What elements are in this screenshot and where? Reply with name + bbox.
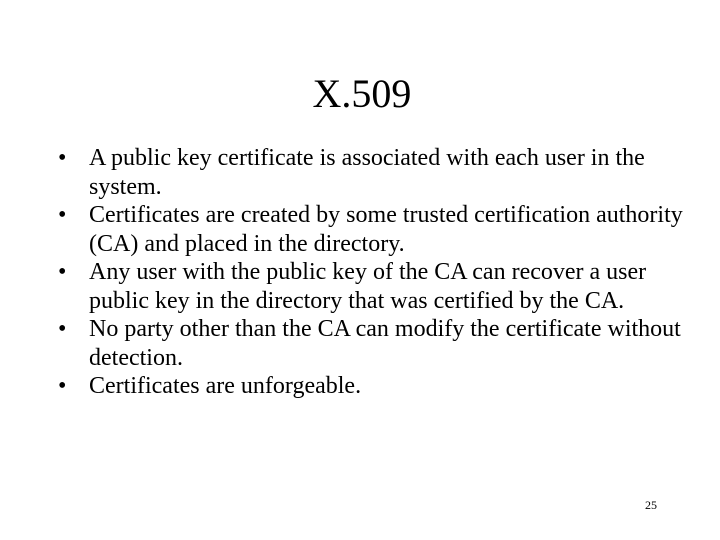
bullet-text: Any user with the public key of the CA can recover a user public key in the directory that was certified by the CA. [89, 259, 647, 314]
bullet-item [58, 144, 698, 201]
bullet-text: Certificates are created by some trusted certification authority (CA) and placed in the directory. [89, 202, 683, 257]
bullet-item [58, 201, 698, 258]
bullet-text: A public key certificate is associated with each user in the system. [89, 145, 645, 200]
slide-title: X.509 [312, 71, 412, 116]
bullet-item [58, 372, 698, 401]
bullet-icon: • [58, 373, 67, 399]
bullet-icon: • [58, 202, 67, 228]
bullet-item [58, 315, 698, 372]
bullet-icon: • [58, 145, 67, 171]
bullet-text: Certificates are unforgeable. [89, 373, 362, 399]
bullet-text: No party other than the CA can modify the certificate without detection. [89, 316, 681, 371]
bullet-list [58, 144, 698, 401]
bullet-item [58, 258, 698, 315]
page-number: 25 [645, 498, 657, 512]
bullet-icon: • [58, 259, 67, 285]
bullet-icon: • [58, 316, 67, 342]
